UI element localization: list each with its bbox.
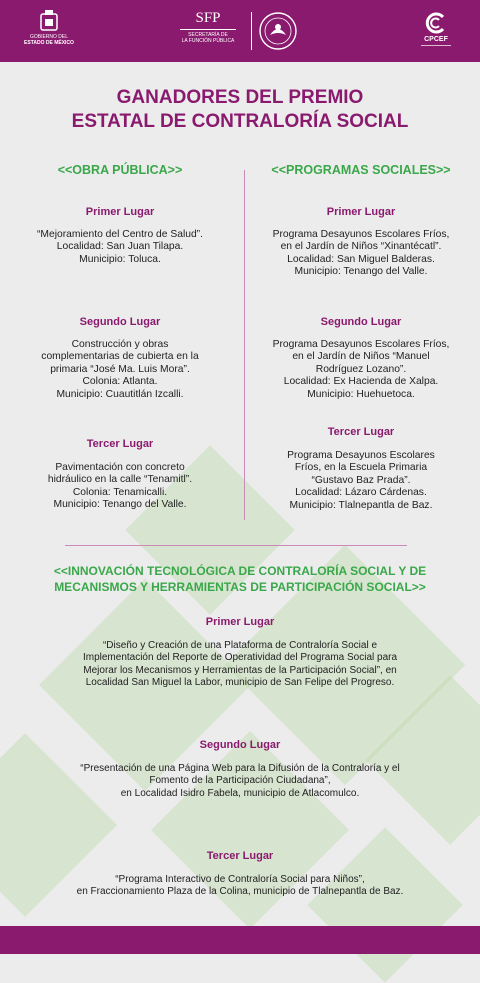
obra-publica-heading: <<OBRA PÚBLICA>> <box>57 163 183 177</box>
innovacion-heading-line2: MECANISMOS Y HERRAMIENTAS DE PARTICIPACIÓN SOCIAL>> <box>54 580 426 594</box>
header-bar <box>0 0 480 62</box>
section-divider <box>65 545 407 546</box>
sfp-divider <box>180 29 236 30</box>
gobierno-edomex-logo <box>14 8 84 46</box>
sfp-line1: SECRETARÍA DE <box>188 32 228 38</box>
obra-third-text: Pavimentación con concreto hidráulico en la calle “Tenamitl”. Colonia: Tenamicalli. Municipio: Tenango del Valle. <box>47 462 193 511</box>
column-divider <box>244 170 245 520</box>
innovacion-third-text: “Programa Interactivo de Contraloría Social para Niños”, en Fraccionamiento Plaza de la Colina, municipio de Tlalnepantla de Baz. <box>76 874 404 898</box>
programas-third-label: Tercer Lugar <box>327 426 395 438</box>
programas-first-label: Primer Lugar <box>326 206 396 218</box>
cpcef-logo <box>414 11 458 46</box>
innovacion-second-text: “Presentación de una Página Web para la Difusión de la Contraloría y el Fomento de la Participación Ciudadana”, en Localidad Isidro Fabela, municipio de Atlacomulco. <box>80 763 400 799</box>
obra-second-text: Construcción y obras complementarias de cubierta en la primaria “José Ma. Luis Mora”. Colonia: Atlanta. Municipio: Cuautitlán Izcalli. <box>41 339 199 400</box>
footer-bar <box>0 926 480 954</box>
header-divider <box>251 12 252 50</box>
sfp-line2: LA FUNCIÓN PÚBLICA <box>181 38 235 44</box>
cpcef-swirl-icon <box>423 11 449 35</box>
obra-second-label: Segundo Lugar <box>79 316 161 328</box>
obra-third-label: Tercer Lugar <box>86 438 154 450</box>
innovacion-heading-line1: <<INNOVACIÓN TECNOLÓGICA DE CONTRALORÍA SOCIAL Y DE <box>53 564 427 578</box>
gov-line1: GOBIERNO DEL <box>29 34 69 40</box>
programas-second-text: Programa Desayunos Escolares Fríos, en el Jardín de Niños “Manuel Rodríguez Lozano”. Localidad: Ex Hacienda de Xalpa. Municipio: Huehuetoca. <box>272 339 450 400</box>
programas-third-text: Programa Desayunos Escolares Fríos, en la Escuela Primaria “Gustavo Baz Prada”. Localidad: Lázaro Cárdenas. Municipio: Tlalnepantla de Baz. <box>287 450 435 511</box>
innovacion-first-text: “Diseño y Creación de una Plataforma de Contraloría Social e Implementación del Reporte de Operatividad del Programa Social para Mejorar los Mecanismos y Herramientas de la Participación Social”, en Localidad San Miguel la Labor, municipio de San Felipe del Progreso. <box>82 640 398 689</box>
obra-first-label: Primer Lugar <box>85 206 155 218</box>
cpcef-subtext-line <box>421 45 451 46</box>
programas-sociales-heading: <<PROGRAMAS SOCIALES>> <box>271 163 451 177</box>
programas-second-label: Segundo Lugar <box>320 316 402 328</box>
obra-first-text: “Mejoramiento del Centro de Salud”. Localidad: San Juan Tilapa. Municipio: Toluca. <box>37 229 203 265</box>
innovacion-first-label: Primer Lugar <box>205 616 275 628</box>
national-seal-icon <box>258 11 298 51</box>
sfp-abbr: SFP <box>195 10 221 26</box>
innovacion-second-label: Segundo Lugar <box>199 739 281 751</box>
cpcef-text: CPCEF <box>424 36 448 43</box>
sfp-logo <box>172 10 244 44</box>
innovacion-third-label: Tercer Lugar <box>206 850 274 862</box>
page-title-line2: ESTATAL DE CONTRALORÍA SOCIAL <box>71 111 409 132</box>
programas-first-text: Programa Desayunos Escolares Fríos, en el Jardín de Niños “Xinantécatl”. Localidad: San Miguel Balderas. Municipio: Tenango del Valle. <box>272 229 450 278</box>
gov-line2: ESTADO DE MÉXICO <box>24 40 74 46</box>
page-title-line1: GANADORES DEL PREMIO <box>116 87 364 108</box>
edomex-emblem-icon <box>38 8 60 32</box>
